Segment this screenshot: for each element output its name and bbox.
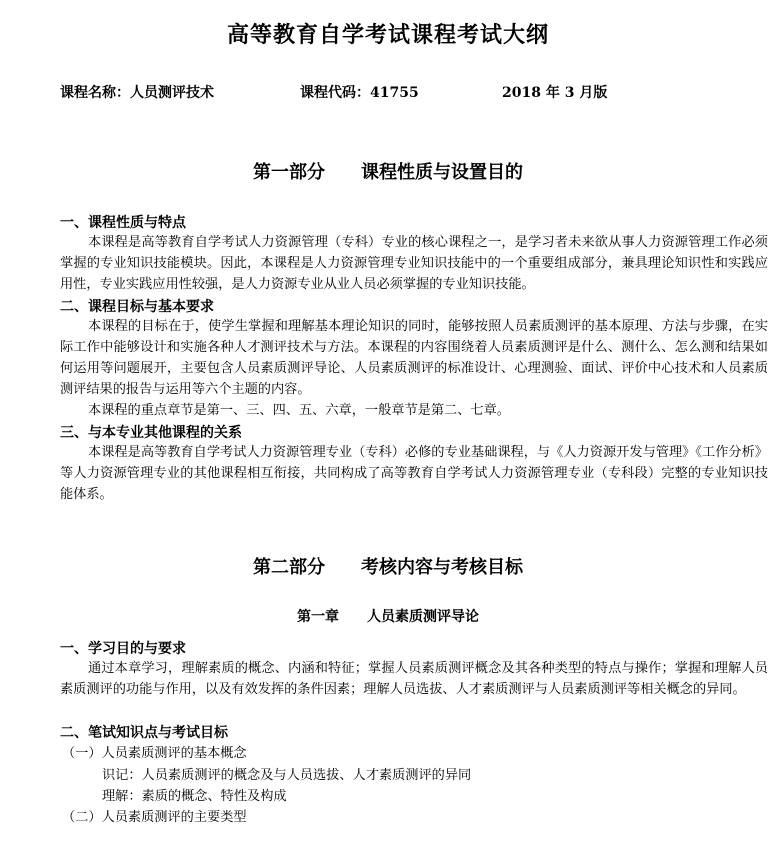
edition-date: 2018 年 3 月版 [502, 85, 608, 101]
subsection-heading: （一）人员素质测评的基本概念 [62, 746, 247, 761]
document-title: 高等教育自学考试课程考试大纲 [226, 22, 549, 48]
part2-heading: 第二部分 考核内容与考核目标 [253, 557, 523, 578]
course-name: 课程名称：人员测评技术 [60, 85, 214, 101]
course-code: 课程代码：41755 [300, 85, 419, 101]
knowledge-item: 识记：人员素质测评的概念及与人员选拔、人才素质测评的异同 [102, 768, 472, 783]
knowledge-item: 理解：素质的概念、特性及构成 [102, 789, 287, 804]
paragraph: 通过本章学习，理解素质的概念、内涵和特征；掌握人员素质测评概念及其各种类型的特点与操作；掌握和理解人员素质测评的功能与作用，以及有效发挥的条件因素；理解人员选拔、人才素质测评与人员素质测评等相关概念的异同。 [60, 661, 768, 697]
paragraph: 本课程是高等教育自学考试人力资源管理专业（专科）必修的专业基础课程，与《人力资源开发与管理》《工作分析》等人力资源管理专业的其他课程相互衔接，共同构成了高等教育自学考试人力资源管理专业（专科段）完整的专业知识技能体系。 [60, 445, 768, 502]
chapter-heading: 第一章 人员素质测评导论 [297, 609, 479, 625]
paragraph: 本课程是高等教育自学考试人力资源管理（专科）专业的核心课程之一，是学习者未来欲从事人力资源管理工作必须掌握的专业知识技能模块。因此，本课程是人力资源管理专业知识技能中的一个重要组成部分，兼具理论知识性和实践应用性，专业实践应用性较强，是人力资源专业从业人员必须掌握的专业知识技能。 [60, 235, 768, 292]
part1-heading: 第一部分 课程性质与设置目的 [253, 162, 523, 183]
section-heading: 二、笔试知识点与考试目标 [60, 725, 228, 741]
section-heading: 三、与本专业其他课程的关系 [60, 425, 242, 441]
subsection-heading: （二）人员素质测评的主要类型 [62, 810, 247, 825]
section-heading: 二、课程目标与基本要求 [60, 299, 214, 315]
paragraph: 本课程的重点章节是第一、三、四、五、六章，一般章节是第二、七章。 [88, 403, 510, 418]
section-heading: 一、课程性质与特点 [60, 215, 186, 231]
section-heading: 一、学习目的与要求 [60, 641, 186, 657]
paragraph: 本课程的目标在于，使学生掌握和理解基本理论知识的同时，能够按照人员素质测评的基本原理、方法与步骤，在实际工作中能够设计和实施各种人才测评技术与方法。本课程的内容围绕着人员素质测评是什么、测什么、怎么测和结果如何运用等问题展开，主要包含人员素质测评导论、人员素质测评的标准设计、心理测验、面试、评价中心技术和人员素质测评结果的报告与运用等六个主题的内容。 [60, 319, 768, 397]
